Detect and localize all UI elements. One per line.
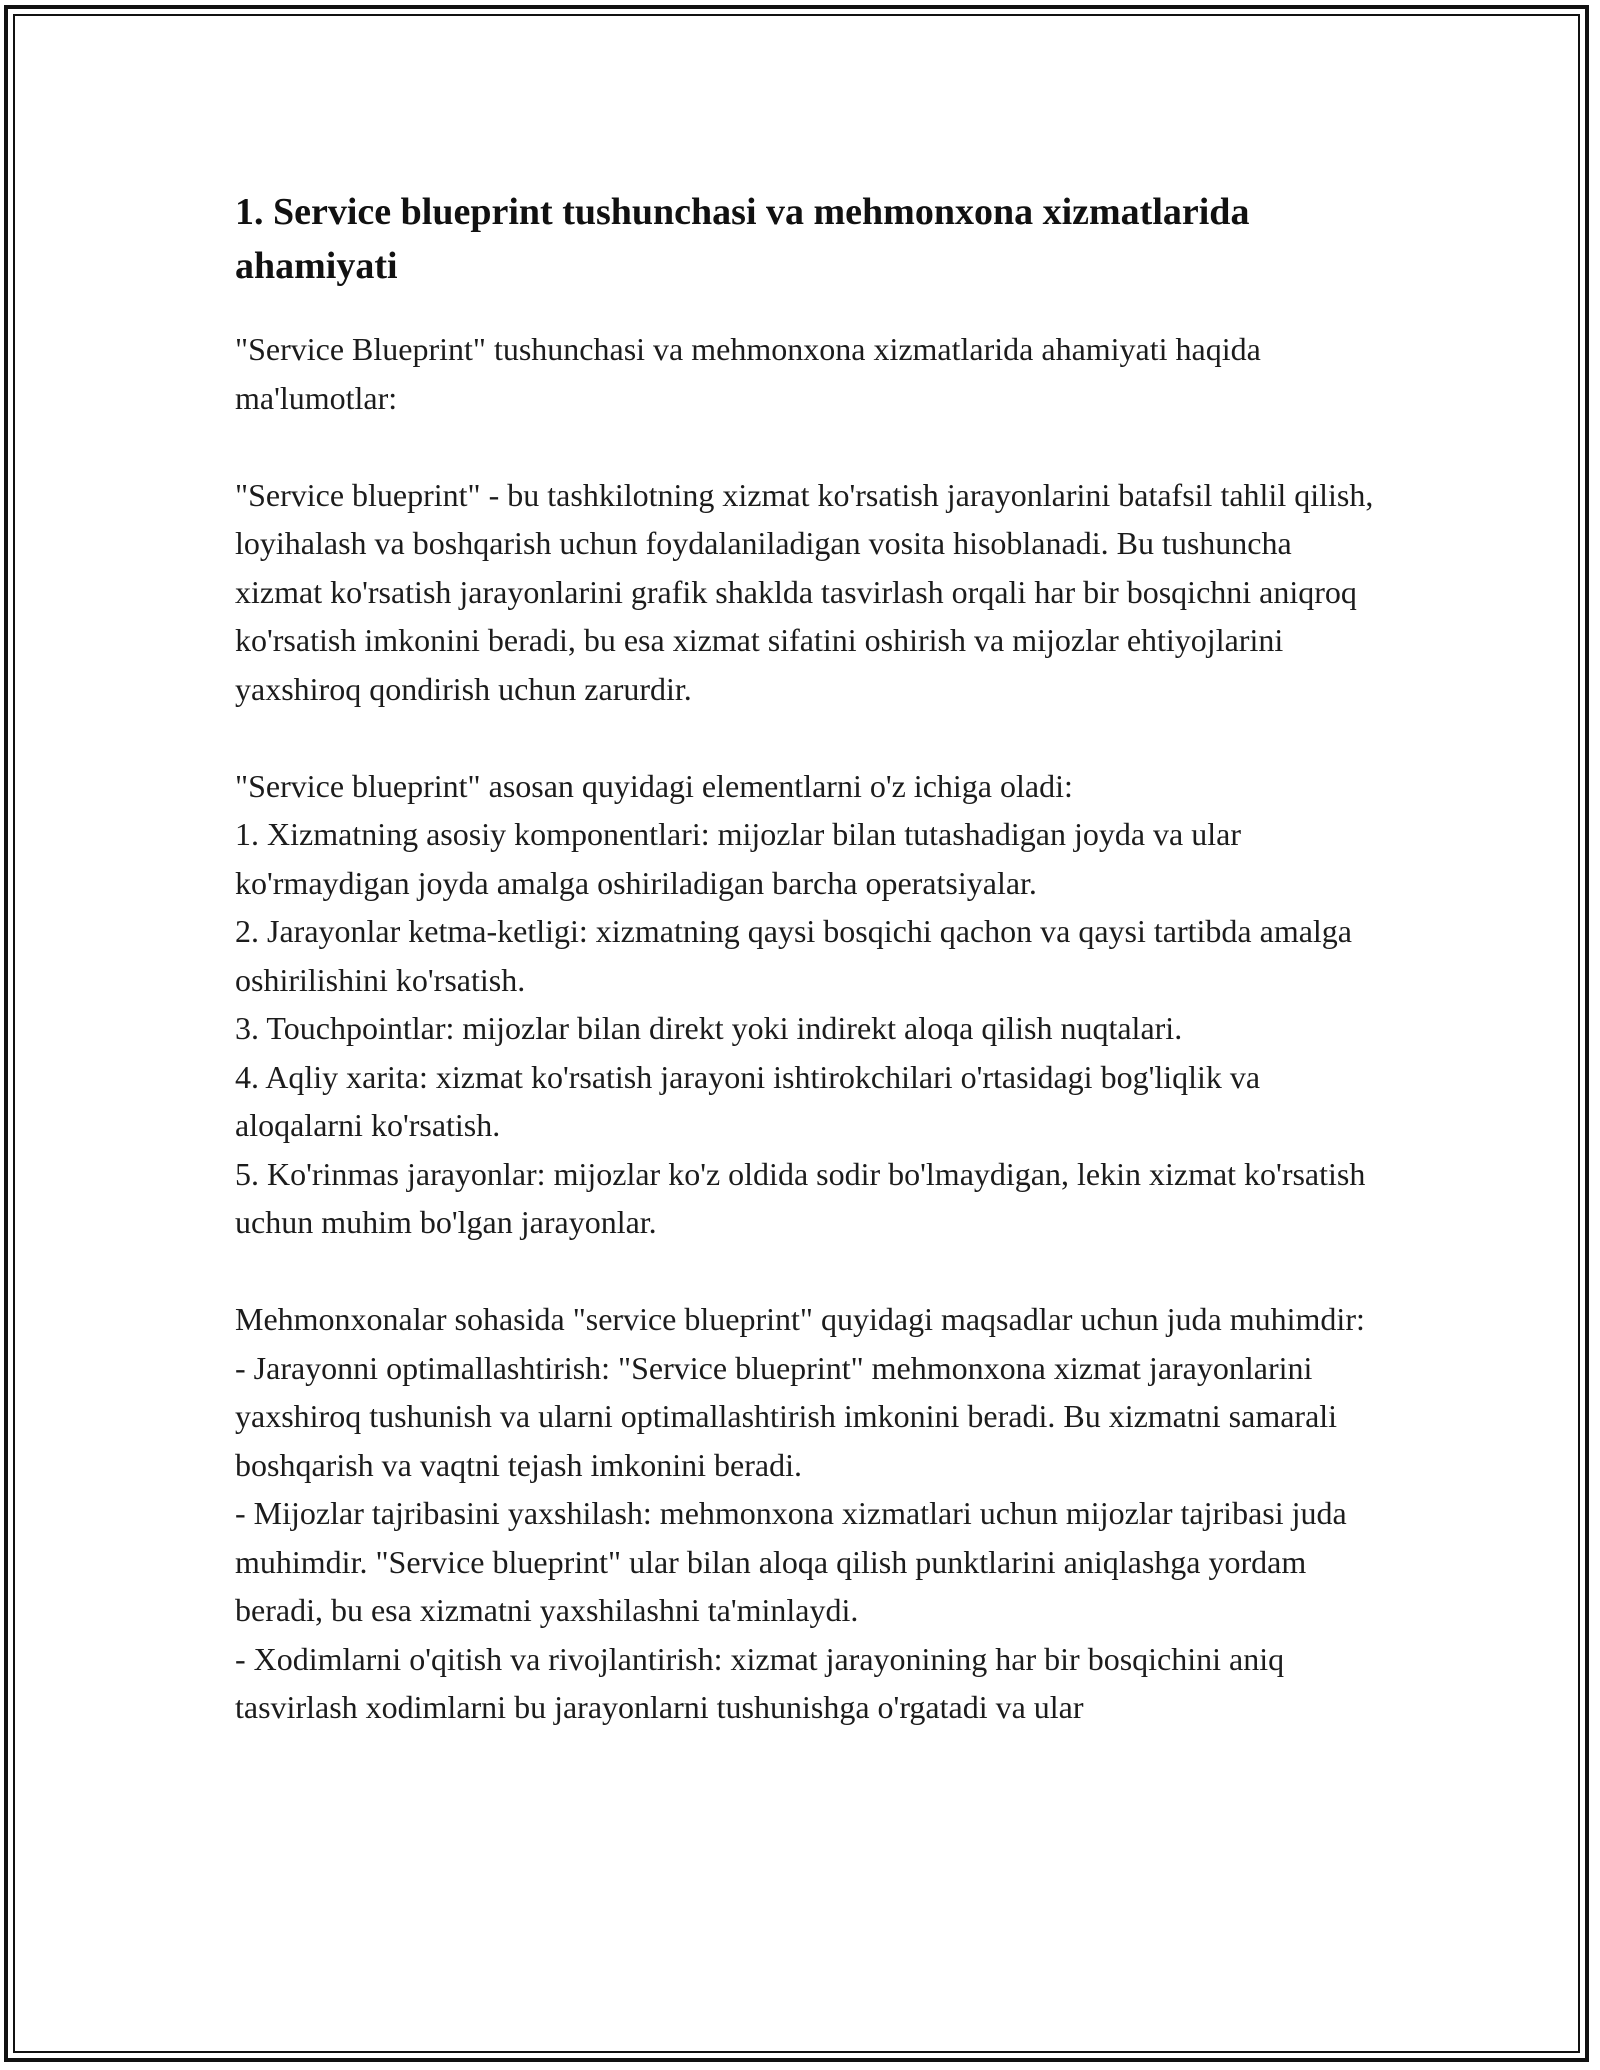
definition-paragraph: "Service blueprint" - bu tashkilotning xizmat ko'rsatish jarayonlarini batafsil tahlil qilish, loyihalash va boshqarish uchun foydalaniladigan vosita hisoblanadi. Bu tushuncha xizmat ko'rsatish jarayonlarini grafik shaklda tasvirlash orqali har bir bosqichni aniqroq ko'rsatish imkonini beradi, bu esa xizmat sifatini oshirish va mijozlar ehtiyojlarini yaxshiroq qondirish uchun zarurdir.: [235, 476, 1374, 707]
purpose-item-2: - Mijozlar tajribasini yaxshilash: mehmonxona xizmatlari uchun mijozlar tajribasi juda muhimdir. "Service blueprint" ular bilan aloqa qilish punktlarini aniqlashga yordam beradi, bu esa xizmatni yaxshilashni ta'minlaydi.: [235, 1495, 1347, 1628]
element-item-5: 5. Ko'rinmas jarayonlar: mijozlar ko'z oldida sodir bo'lmaydigan, lekin xizmat ko'rsatish uchun muhim bo'lgan jarayonlar.: [235, 1155, 1366, 1240]
paragraph-gap: [235, 713, 1375, 762]
elements-intro: "Service blueprint" asosan quyidagi elementlarni o'z ichiga oladi:: [235, 767, 1073, 804]
paragraph-gap: [235, 1247, 1375, 1296]
element-item-2: 2. Jarayonlar ketma-ketligi: xizmatning qaysi bosqichi qachon va qaysi tartibda amalga oshirilishini ko'rsatish.: [235, 913, 1352, 998]
document-body: [235, 185, 1375, 1732]
element-item-3: 3. Touchpointlar: mijozlar bilan direkt yoki indirekt aloqa qilish nuqtalari.: [235, 1010, 1183, 1046]
purpose-item-3: - Xodimlarni o'qitish va rivojlantirish: xizmat jarayonining har bir bosqichini aniq tasvirlash xodimlarni bu jarayonlarni tushunishga o'rgatadi va ular: [235, 1640, 1285, 1725]
paragraph-gap: [235, 422, 1375, 471]
element-item-4: 4. Aqliy xarita: xizmat ko'rsatish jarayoni ishtirokchilari o'rtasidagi bog'liqlik va aloqalarni ko'rsatish.: [235, 1058, 1261, 1143]
document-title: 1. Service blueprint tushunchasi va mehmonxona xizmatlarida ahamiyati: [235, 191, 1250, 287]
purpose-item-1: - Jarayonni optimallashtirish: "Service blueprint" mehmonxona xizmat jarayonlarini yaxshiroq tushunish va ularni optimallashtirish imkonini beradi. Bu xizmatni samarali boshqarish va vaqtni tejash imkonini beradi.: [235, 1349, 1338, 1483]
purposes-intro: Mehmonxonalar sohasida "service blueprint" quyidagi maqsadlar uchun juda muhimdir:: [235, 1301, 1365, 1337]
intro-paragraph: "Service Blueprint" tushunchasi va mehmonxona xizmatlarida ahamiyati haqida ma'lumotlar:: [235, 331, 1261, 416]
element-item-1: 1. Xizmatning asosiy komponentlari: mijozlar bilan tutashadigan joyda va ular ko'rmaydigan joyda amalga oshiriladigan barcha operatsiyalar.: [235, 816, 1241, 901]
